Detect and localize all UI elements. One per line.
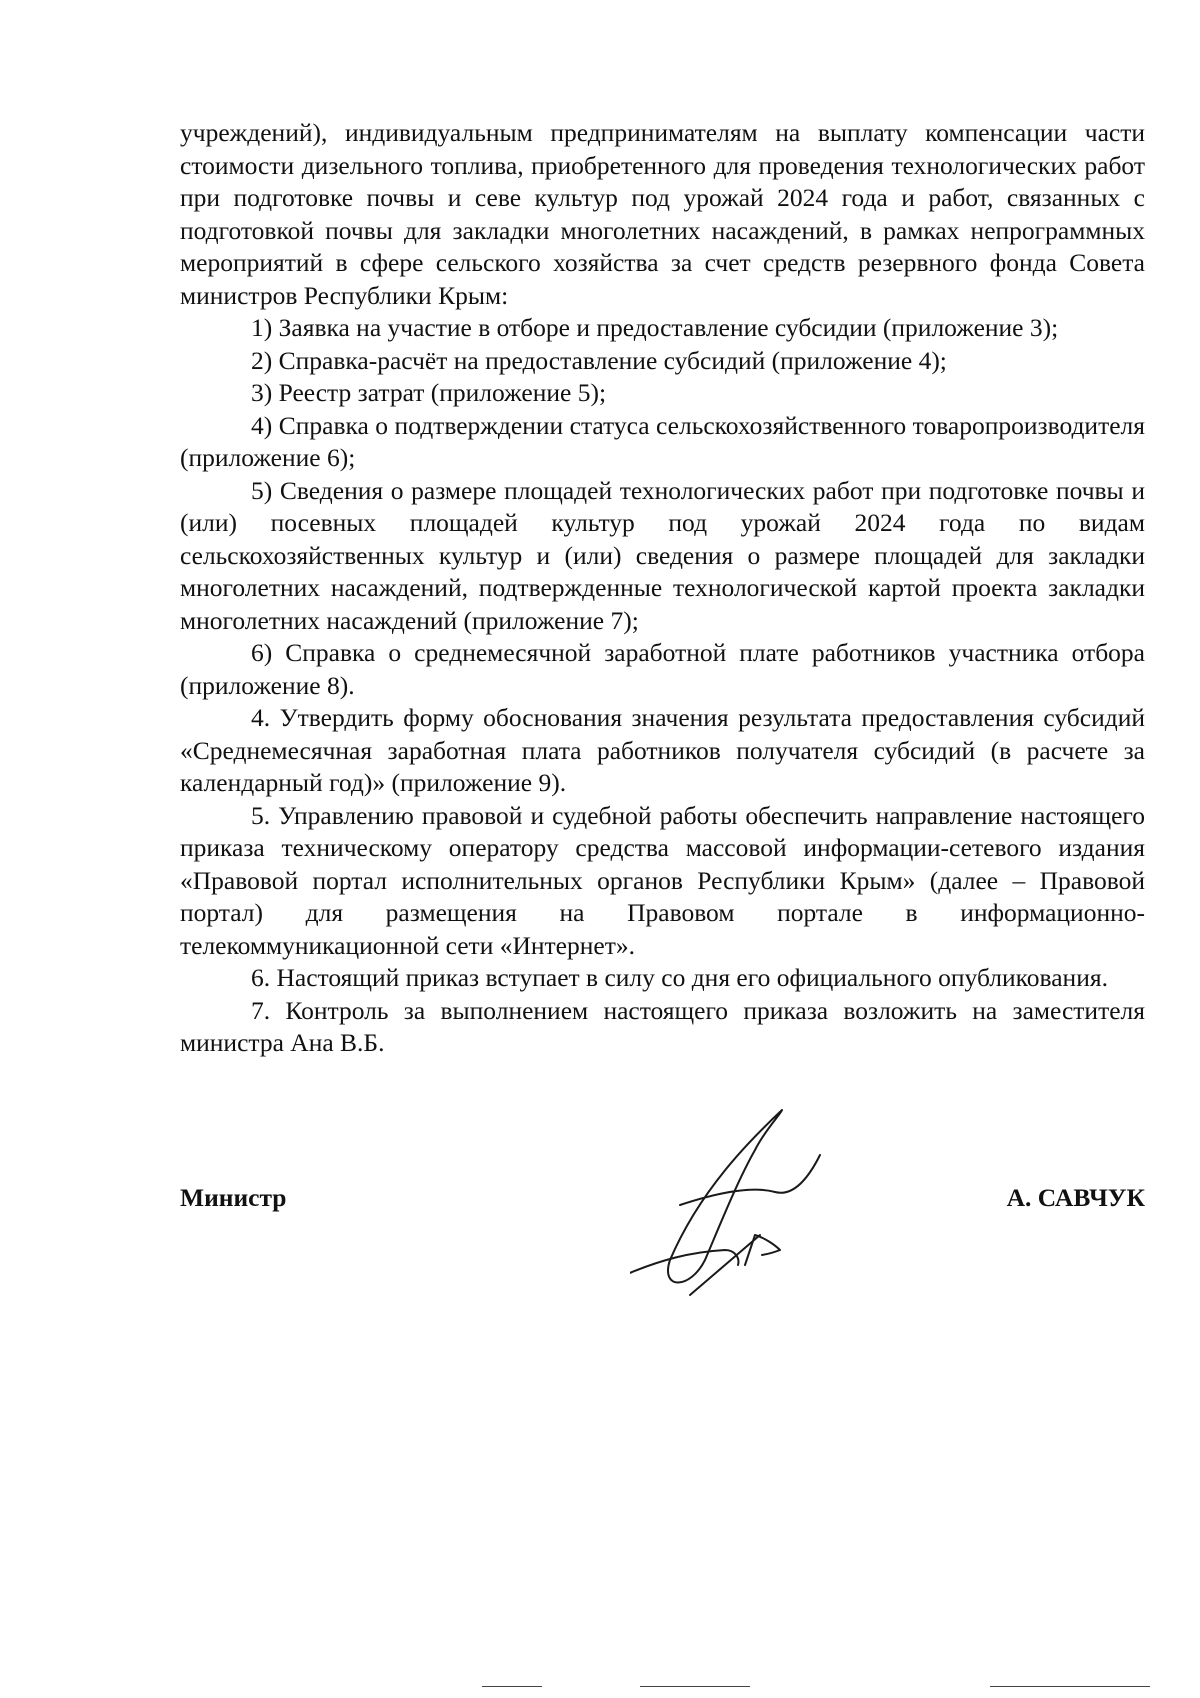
list-item-5: 5) Сведения о размере площадей технологических работ при подготовке почвы и (или) посевных площадей культур под урожай 2024 года по видам сельскохозяйственных культур и (или) сведения о размере площадей для закладки многолетних насаждений, подтвержденные технологической картой проекта закладки многолетних насаждений (приложение 7); <box>180 475 1145 635</box>
clause-5: 5. Управлению правовой и судебной работы обеспечить направление настоящего приказа техническому оператору средства массовой информации-сетевого издания «Правовой портал исполнительных органов Республики Крым» (далее – Правовой портал) для размещения на Правовом портале в информационно-телекоммуникационной сети «Интернет». <box>180 800 1145 960</box>
signature-stroke-diagonal <box>690 1235 760 1295</box>
paragraph-intro: учреждений), индивидуальным предпринимателям на выплату компенсации части стоимости дизельного топлива, приобретенного для проведения технологических работ при подготовке почвы и севе культур под урожай 2024 года и работ, связанных с подготовкой почвы для закладки многолетних насаждений, в рамках непрограммных мероприятий в сфере сельского хозяйства за счет средств резервного фонда Совета министров Республики Крым: <box>180 118 1145 310</box>
signatory-name: А. САВЧУК <box>1006 1183 1145 1212</box>
signature-stroke-tail <box>680 1155 820 1205</box>
signature-stroke-cross <box>630 1250 738 1275</box>
list-item-3: 3) Реестр затрат (приложение 5); <box>251 378 607 407</box>
clause-4: 4. Утвердить форму обоснования значения результата предоставления субсидий «Среднемесячная заработная плата работников получателя субсидий (в расчете за календарный год)» (приложение 9). <box>180 703 1145 797</box>
footer-mark-1 <box>482 1686 542 1687</box>
footer-mark-3 <box>990 1686 1150 1687</box>
signatory-title: Министр <box>180 1183 287 1212</box>
handwritten-signature-icon <box>630 1100 880 1310</box>
footer-mark-2 <box>640 1686 750 1687</box>
clause-6: 6. Настоящий приказ вступает в силу со дня его официального опубликования. <box>251 963 1108 992</box>
footer-scan-marks <box>0 1686 1200 1690</box>
clause-7: 7. Контроль за выполнением настоящего приказа возложить на заместителя министра Ана В.Б. <box>180 995 1145 1057</box>
list-item-4: 4) Справка о подтверждении статуса сельскохозяйственного товаропроизводителя (приложение 6); <box>180 410 1145 472</box>
list-item-2: 2) Справка-расчёт на предоставление субсидий (приложение 4); <box>251 345 947 375</box>
document-body <box>180 117 1145 1060</box>
list-item-6: 6) Справка о среднемесячной заработной плате работников участника отбора (приложение 8). <box>180 638 1145 700</box>
list-item-1: 1) Заявка на участие в отборе и предоставление субсидии (приложение 3); <box>251 313 1059 342</box>
signature-stroke-hook <box>745 1235 780 1265</box>
signature-stroke-loop <box>668 1110 782 1283</box>
